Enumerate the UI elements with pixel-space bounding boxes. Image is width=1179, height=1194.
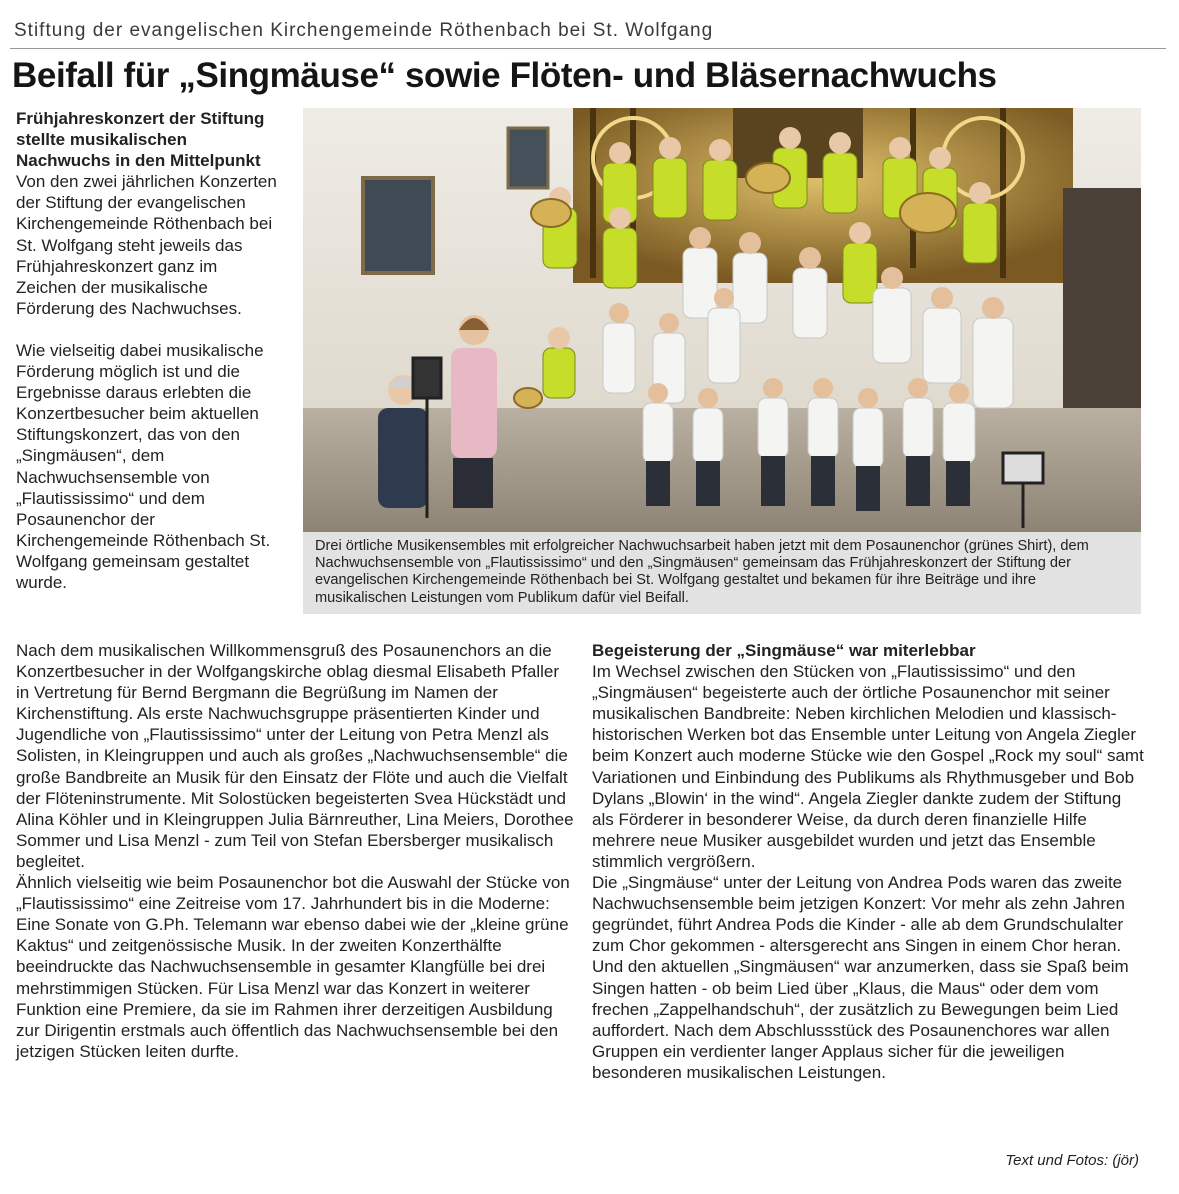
lead-paragraph-2: Wie vielseitig dabei musikalische Förderung möglich ist und die Ergebnisse daraus erlebten die Konzertbesucher beim aktuellen Stiftungskonzert, das von den „Singmäusen“, dem Nachwuchsensemble von „Flautississimo“ und dem Posaunenchor der Kirchengemeinde Röthenbach St. Wolfgang gemeinsam gestaltet wurde.: [16, 340, 271, 592]
header-rule: [10, 48, 1166, 49]
body-column-right: [592, 640, 1144, 1083]
body-right-paragraph-2: Die „Singmäuse“ unter der Leitung von Andrea Pods waren das zweite Nachwuchsensemble beim jetzigen Konzert: Vor mehr als zehn Jahren gegründet, führt Andrea Pods die Kinder - alle ab dem Grundschulalter zum Chor gekommen - altersgerecht ans Singen in einem Chor heran. Und den aktuellen „Singmäusen“ war anzumerken, dass sie Spaß beim Singen hatten - ob beim Lied über „Klaus, die Maus“ oder dem vom frechen „Zappelhandschuh“, der zusätzlich zu Bewegungen beim Lied auffordert. Nach dem Abschlussstück des Posaunenchores war allen Gruppen ein verdienter langer Applaus sicher für die jeweiligen besonderen musikalischen Leistungen.: [592, 873, 1129, 1082]
lead-subheading: Frühjahreskonzert der Stiftung stellte musikalischen Nachwuchs in den Mittelpunkt: [16, 109, 265, 171]
lead-paragraph-1: Von den zwei jährlichen Konzerten der Stiftung der evangelischen Kirchengemeinde Röthenbach bei St. Wolfgang steht jeweils das Frühjahreskonzert ganz im Zeichen der musikalische Förderung des Nachwuchses.: [16, 172, 277, 318]
body-right-paragraph-1: Im Wechsel zwischen den Stücken von „Flautississimo“ und den „Singmäusen“ begeisterte auch der örtliche Posaunenchor mit seiner musikalischen Bandbreite: Neben kirchlichen Melodien und klassisch-historischen Werken bot das Ensemble unter Leitung von Angela Ziegler beim Konzert auch moderne Stücke wie den Gospel „Rock my soul“ samt Variationen und Einbindung des Publikums als Rhythmusgeber und Bob Dylans „Blowin‘ in the wind“. Angela Ziegler dankte zudem der Stiftung als Förderer in besonderer Weise, da durch deren finanzielle Hilfe mehrere neue Musiker ausgebildet wurden und jetzt das Ensemble stimmlich vergrößern.: [592, 662, 1144, 871]
photo-caption-text: Drei örtliche Musikensembles mit erfolgreicher Nachwuchsarbeit haben jetzt mit dem Posaunenchor (grünes Shirt), dem Nachwuchsensemble von „Flautississimo“ und den „Singmäusen“ gemeinsam das Frühjahreskonzert der Stiftung der evangelischen Kirchengemeinde Röthenbach bei St. Wolfgang gestaltet und bekamen für ihre Beiträge und ihre musikalischen Leistungen vom Publikum dafür viel Beifall.: [315, 538, 1089, 606]
photo-caption: [303, 532, 1141, 614]
body-right-subheading: Begeisterung der „Singmäuse“ war miterlebbar: [592, 641, 976, 660]
group-photo-illustration: [303, 108, 1141, 532]
body-left-paragraph-2: Ähnlich vielseitig wie beim Posaunenchor bot die Auswahl der Stücke von „Flautississimo“ eine Zeitreise vom 17. Jahrhundert bis in die Moderne: Eine Sonate von G.Ph. Telemann war ebenso dabei wie der „kleine grüne Kaktus“ und zeitgenössische Musik. In der zweiten Konzerthälfte beeindruckte das Nachwuchsensemble in gesamter Klangfülle bei drei mehrstimmigen Stücken. Für Lisa Menzl war das Konzert in weiterer Funktion eine Premiere, da sie im Rahmen ihrer derzeitigen Ausbildung zur Dirigentin erstmals auch öffentlich das Nachwuchsensemble bei den jetzigen Stücken leiten durfte.: [16, 873, 570, 1061]
article-headline: Beifall für „Singmäuse“ sowie Flöten- und Bläsernachwuchs: [12, 56, 997, 95]
section-kicker: Stiftung der evangelischen Kirchengemeinde Röthenbach bei St. Wolfgang: [14, 20, 714, 41]
body-column-left: [16, 640, 576, 1062]
group-photo: [303, 108, 1141, 532]
photo-credit: Text und Fotos: (jör): [1005, 1152, 1139, 1169]
body-left-paragraph-1: Nach dem musikalischen Willkommensgruß des Posaunenchors an die Konzertbesucher in der Wolfgangskirche oblag diesmal Elisabeth Pfaller in Vertretung für Bernd Bergmann die Begrüßung im Namen der Kirchenstiftung. Als erste Nachwuchsgruppe präsentierten Kinder und Jugendliche von „Flautississimo“ unter der Leitung von Petra Menzl als Solisten, in Kleingruppen und auch als großes „Nachwuchsensemble“ die große Bandbreite an Musik für den Einsatz der Flöte und auch die Vielfalt der Flöteninstrumente. Mit Solostücken begeisterten Svea Hückstädt und Alina Köhler und in Kleingruppen Julia Bärnreuther, Lina Meiers, Dorothee Sommer und Lisa Menzl - zum Teil von Stefan Ebersberger musikalisch begleitet.: [16, 641, 574, 871]
lead-column: [16, 108, 282, 593]
